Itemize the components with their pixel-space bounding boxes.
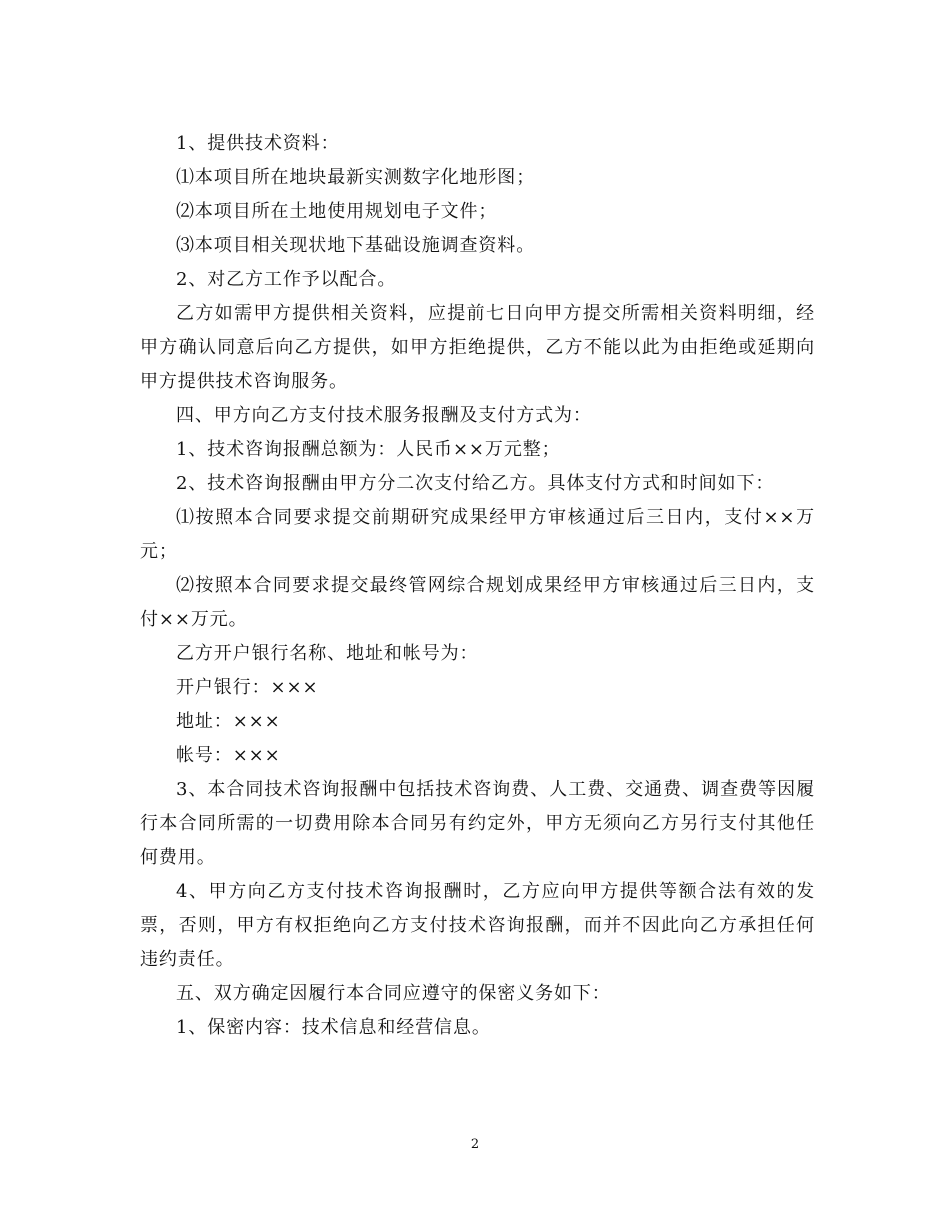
- paragraph: 2、技术咨询报酬由甲方分二次支付给乙方。具体支付方式和时间如下：: [176, 473, 775, 494]
- paragraph: 开户银行：×××: [176, 677, 319, 698]
- paragraph: 2、对乙方工作予以配合。: [176, 269, 397, 290]
- paragraph: 3、本合同技术咨询报酬中包括技术咨询费、人工费、交通费、调查费等因履行本合同所需的一切费用除本合同另有约定外，甲方无须向乙方另行支付其他任何费用。: [140, 779, 815, 868]
- paragraph: ⑵本项目所在土地使用规划电子文件；: [176, 201, 498, 222]
- page-number: 2: [470, 1137, 480, 1152]
- section-heading: 五、双方确定因履行本合同应遵守的保密义务如下：: [176, 983, 611, 1004]
- paragraph: ⑴按照本合同要求提交前期研究成果经甲方审核通过后三日内，支付××万元；: [140, 507, 815, 562]
- section-heading: 四、甲方向乙方支付技术服务报酬及支付方式为：: [176, 405, 592, 426]
- paragraph: 乙方如需甲方提供相关资料，应提前七日向甲方提交所需相关资料明细，经甲方确认同意后向乙方提供，如甲方拒绝提供，乙方不能以此为由拒绝或延期向甲方提供技术咨询服务。: [140, 303, 815, 392]
- paragraph: ⑵按照本合同要求提交最终管网综合规划成果经甲方审核通过后三日内，支付××万元。: [140, 575, 815, 630]
- paragraph: 1、技术咨询报酬总额为：人民币××万元整；: [176, 439, 561, 460]
- paragraph: 1、保密内容：技术信息和经营信息。: [176, 1017, 491, 1038]
- paragraph: 帐号：×××: [176, 745, 281, 766]
- paragraph: ⑶本项目相关现状地下基础设施调查资料。: [176, 235, 536, 256]
- paragraph: 1、提供技术资料：: [176, 133, 340, 154]
- paragraph: 4、甲方向乙方支付技术咨询报酬时，乙方应向甲方提供等额合法有效的发票，否则，甲方有权拒绝向乙方支付技术咨询报酬，而并不因此向乙方承担任何违约责任。: [140, 881, 815, 970]
- document-body: [140, 127, 815, 1045]
- paragraph: ⑴本项目所在地块最新实测数字化地形图；: [176, 167, 536, 188]
- paragraph: 乙方开户银行名称、地址和帐号为：: [176, 643, 479, 664]
- paragraph: 地址：×××: [176, 711, 281, 732]
